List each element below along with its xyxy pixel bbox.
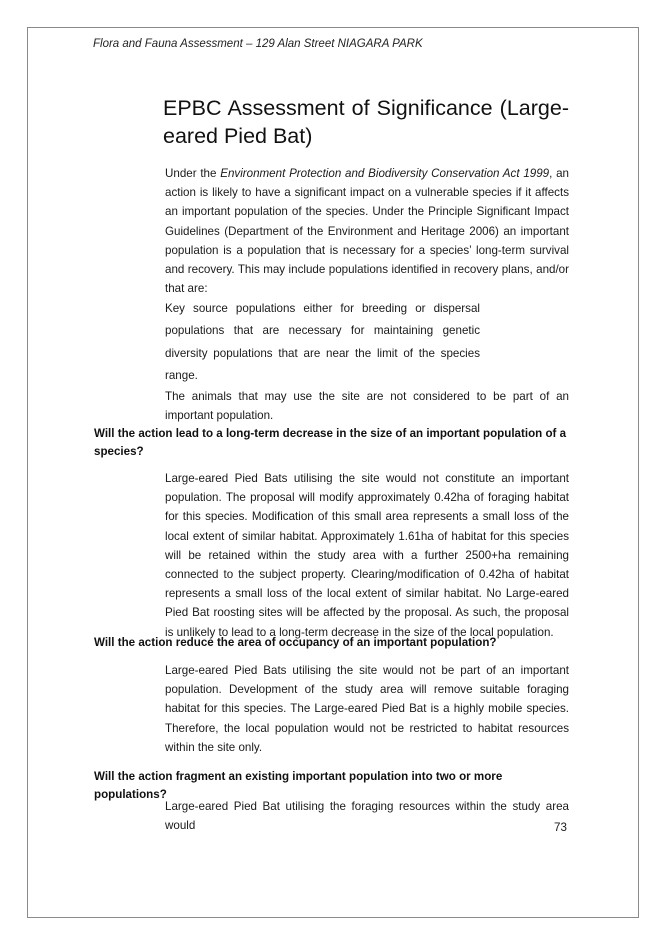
answer-long-term-decrease: Large-eared Pied Bats utilising the site would not constitute an important population. The proposal will modify approximately 0.42ha of foraging habitat for this species. Modification of this small area represents a small loss of the local extent of similar habitat. Approximately 1.61ha of habitat for this species will be retained within the study area with a further 2500+ha remaining connected to the subject property. Clearing/modification of 0.42ha of habitat represents a small loss of the local extent of similar habitat. No Large-eared Pied Bat roosting sites will be affected by the proposal. As such, the proposal is unlikely to lead to a long-term decrease in the size of the local population. — [165, 472, 569, 639]
act-name: Environment Protection and Biodiversity Conservation Act 1999 — [220, 167, 550, 180]
running-header: Flora and Fauna Assessment – 129 Alan Street NIAGARA PARK — [93, 38, 423, 50]
answer-fragment-population: Large-eared Pied Bat utilising the foraging resources within the study area would — [165, 800, 569, 833]
important-population-criteria: Key source populations either for breeding or dispersal populations that are necessary for maintaining genetic diversity populations that are near the limit of the species range. — [165, 302, 480, 382]
question-long-term-decrease: Will the action lead to a long-term decrease in the size of an important population of a species? — [94, 427, 567, 458]
question-area-of-occupancy: Will the action reduce the area of occupancy of an important population? — [94, 636, 497, 649]
intro-paragraph — [165, 164, 569, 298]
site-note-paragraph: The animals that may use the site are not considered to be part of an important population. — [165, 390, 569, 423]
question-fragment-population: Will the action fragment an existing important population into two or more populations? — [94, 770, 503, 801]
intro-text-before-act: Under the — [165, 167, 221, 180]
answer-area-of-occupancy: Large-eared Pied Bats utilising the site would not be part of an important population. Development of the study area will remove suitable foraging habitat for this species. The Large-eared Pied Bat is a highly mobile species. Therefore, the local population would not be restricted to habitat resources within the site only. — [165, 664, 569, 754]
intro-text-after-act: , an action is likely to have a significant impact on a vulnerable species if it affects an important population of the species. Under the Principle Significant Impact Guidelines (Department of the Environment and Heritage 2006) an important population is a population that is necessary for a species’ long-term survival and recovery. This may include populations identified in recovery plans, and/or that are: — [165, 167, 570, 296]
page-title: EPBC Assessment of Significance (Large- eared Pied Bat) — [163, 96, 569, 148]
page-number: 73 — [554, 821, 567, 834]
